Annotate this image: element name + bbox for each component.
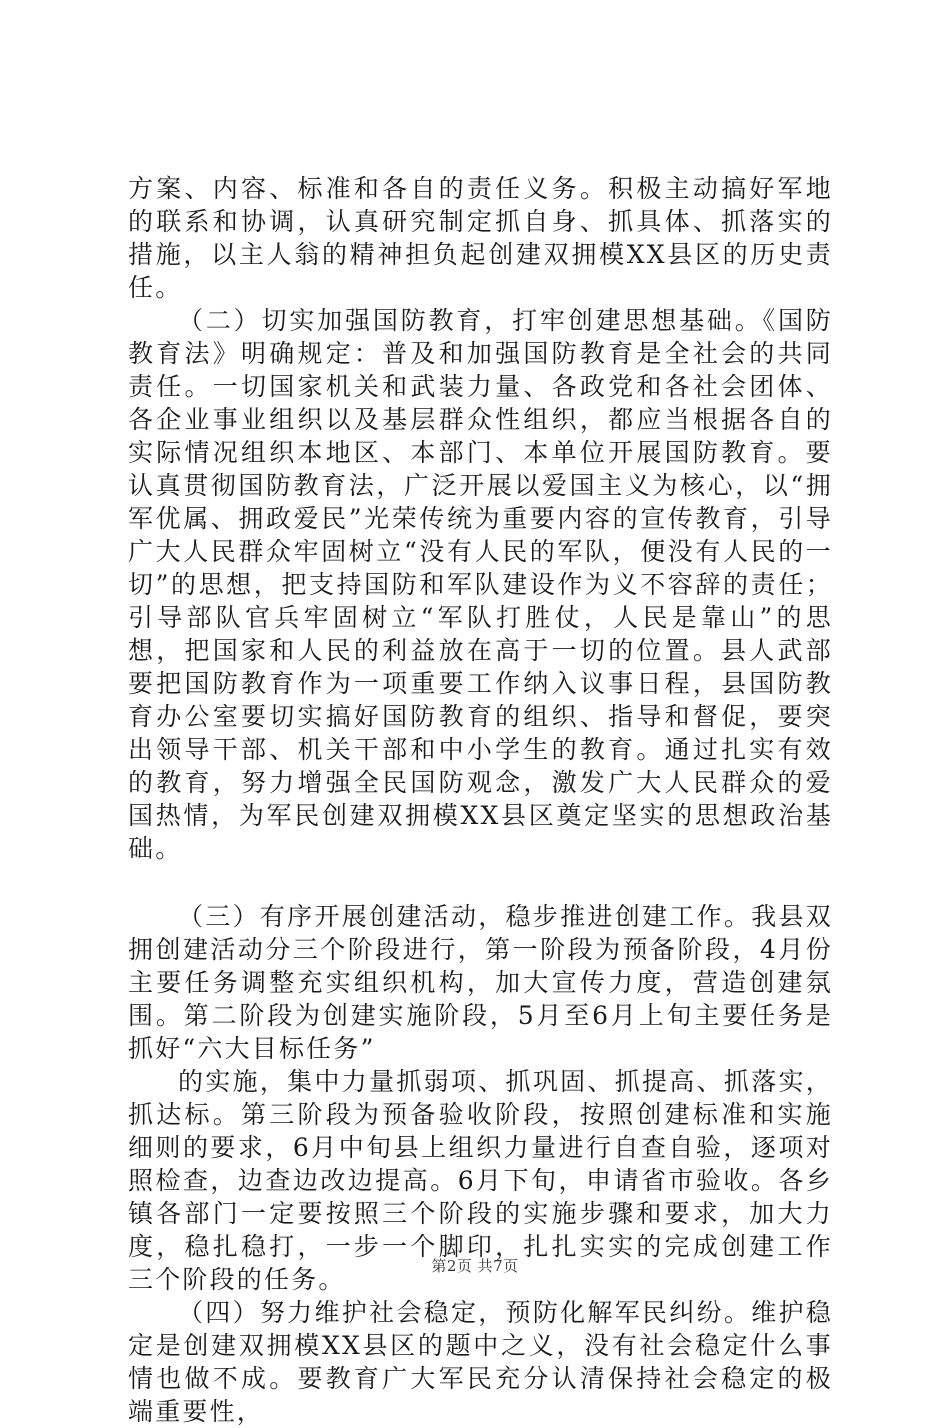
paragraph-continuation: 方案、内容、标准和各自的责任义务。积极主动搞好军地的联系和协调，认真研究制定抓自身、抓具体、抓落实的措施，以主人翁的精神担负起创建双拥模XX县区的历史责任。 xyxy=(128,174,833,302)
page-number-footer: 第2页 共7页 xyxy=(431,1257,519,1275)
paragraph-social-stability: （四）努力维护社会稳定，预防化解军民纠纷。维护稳定是创建双拥模XX县区的题中之义，没有社会稳定什么事情也做不成。要教育广大军民充分认清保持社会稳定的极端重要性， xyxy=(128,1298,833,1426)
paragraph-national-defense-education: （二）切实加强国防教育，打牢创建思想基础。《国防教育法》明确规定：普及和加强国防教育是全社会的共同责任。一切国家机关和武装力量、各政党和各社会团体、各企业事业组织以及基层群众性组织，都应当根据各自的实际情况组织本地区、本部门、本单位开展国防教育。要认真贯彻国防教育法，广泛开展以爱国主义为核心，以“拥军优属、拥政爱民”光荣传统为重要内容的宣传教育，引导广大人民群众牢固树立“没有人民的军队，便没有人民的一切”的思想，把支持国防和军队建设作为义不容辞的责任；引导部队官兵牢固树立“军队打胜仗，人民是靠山”的思想，把国家和人民的利益放在高于一切的位置。县人武部要把国防教育作为一项重要工作纳入议事日程，县国防教育办公室要切实搞好国防教育的组织、指导和督促，要突出领导干部、机关干部和中小学生的教育。通过扎实有效的教育，努力增强全民国防观念，激发广大人民群众的爱国热情，为军民创建双拥模XX县区奠定坚实的思想政治基础。 xyxy=(128,306,833,863)
document-body xyxy=(128,172,833,1428)
paragraph-creation-activities: （三）有序开展创建活动，稳步推进创建工作。我县双拥创建活动分三个阶段进行，第一阶段为预备阶段，4月份主要任务调整充实组织机构，加大宣传力度，营造创建氛围。第二阶段为创建实施阶段，5月至6月上旬主要任务是抓好“六大目标任务” xyxy=(128,902,833,1063)
paragraph-creation-stages: 的实施，集中力量抓弱项、抓巩固、抓提高、抓落实，抓达标。第三阶段为预备验收阶段，按照创建标准和实施细则的要求，6月中旬县上组织力量进行自查自验，逐项对照检查，边查边改边提高。6月下旬，申请省市验收。各乡镇各部门一定要按照三个阶段的实施步骤和要求，加大力度，稳扎稳打，一步一个脚印，扎扎实实的完成创建工作三个阶段的任务。 xyxy=(128,1067,833,1294)
